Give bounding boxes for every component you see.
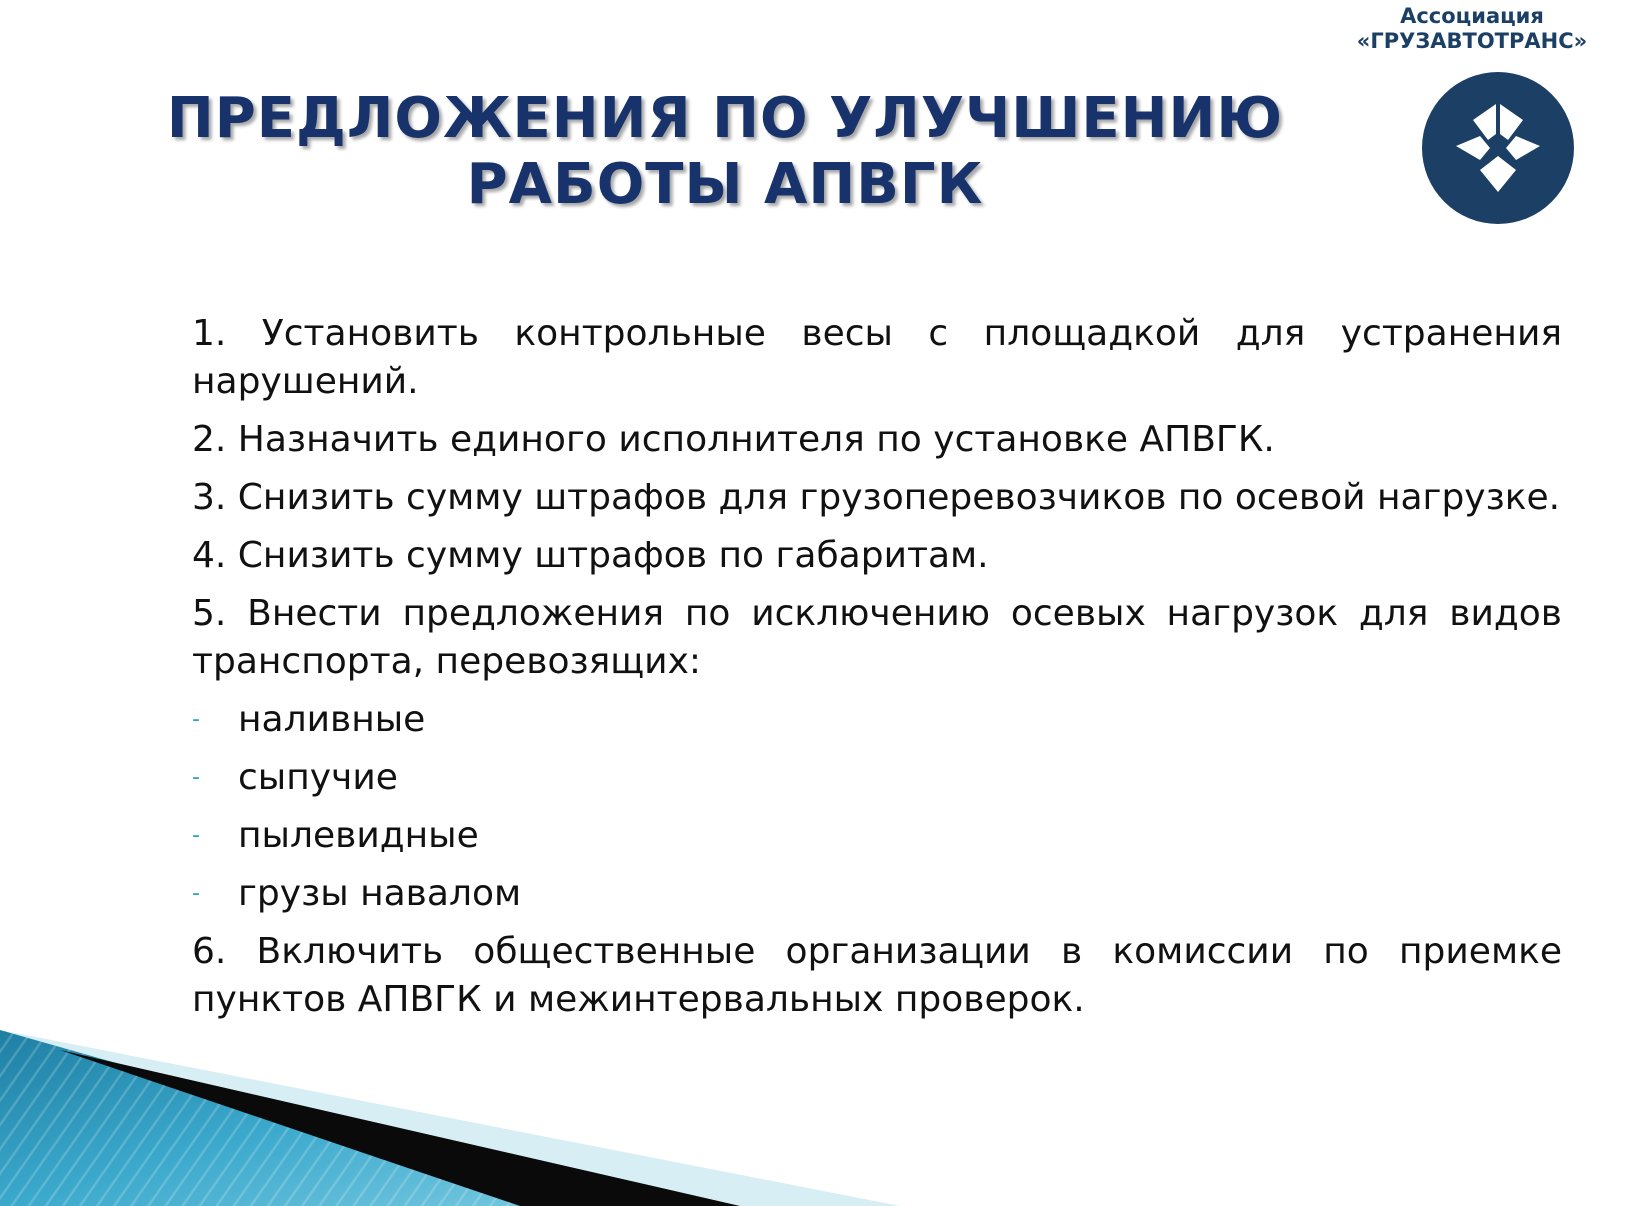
cargo-type-label: пылевидные [238, 815, 479, 856]
org-name-line2: «ГРУЗАВТОТРАНС» [1356, 29, 1588, 53]
dash-marker: - [192, 707, 200, 732]
association-emblem-icon [1418, 68, 1578, 228]
cargo-type-item [192, 870, 1562, 918]
proposal-item-6: 6. Включить общественные организации в комиссии по приемке пунктов АПВГК и межинтервальных проверок. [192, 931, 1562, 1020]
dash-marker: - [192, 881, 200, 906]
proposal-item-5: 5. Внести предложения по исключению осевых нагрузок для видов транспорта, перевозящих: [192, 593, 1562, 682]
proposal-item-1: 1. Установить контрольные весы с площадкой для устранения нарушений. [192, 313, 1562, 402]
cargo-types-list [192, 696, 1562, 918]
organization-name [1352, 4, 1592, 54]
title-line1: ПРЕДЛОЖЕНИЯ ПО УЛУЧШЕНИЮ [166, 86, 1284, 151]
blue-wedge-stripes [0, 1030, 620, 1206]
light-band [0, 1030, 900, 1206]
proposal-item-2: 2. Назначить единого исполнителя по установке АПВГК. [192, 419, 1275, 460]
proposals-list [192, 310, 1562, 1034]
cargo-type-item [192, 812, 1562, 860]
cargo-type-label: грузы навалом [238, 873, 522, 914]
proposal-item-3: 3. Снизить сумму штрафов для грузоперевозчиков по осевой нагрузке. [192, 477, 1561, 518]
cargo-type-item [192, 754, 1562, 802]
slide-title [150, 86, 1300, 218]
black-wedge [60, 1050, 740, 1206]
dash-marker: - [192, 823, 200, 848]
cargo-type-item [192, 696, 1562, 744]
cargo-type-label: наливные [238, 699, 426, 740]
blue-wedge [0, 1030, 620, 1206]
cargo-type-label: сыпучие [238, 757, 398, 798]
dash-marker: - [192, 765, 200, 790]
org-name-line1: Ассоциация [1400, 4, 1544, 28]
proposal-item-4: 4. Снизить сумму штрафов по габаритам. [192, 535, 989, 576]
title-line2: РАБОТЫ АПВГК [466, 152, 984, 217]
